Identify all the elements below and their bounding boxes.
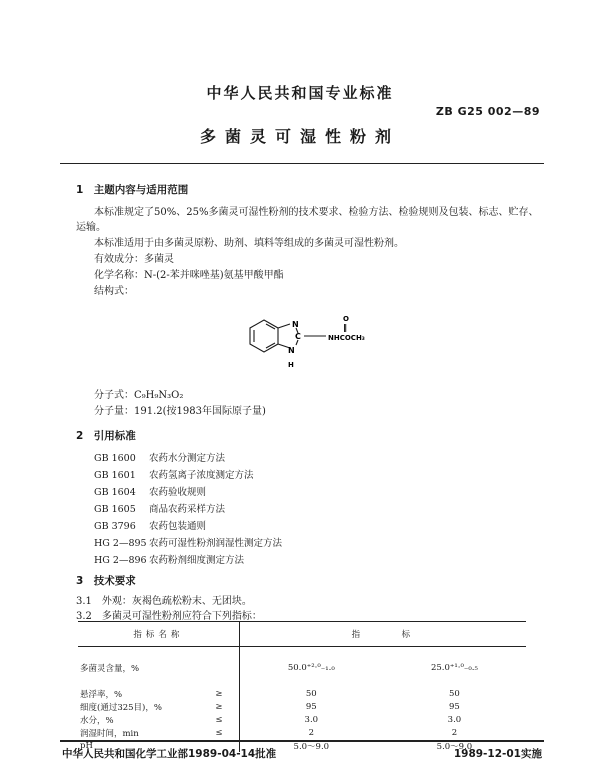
table-row: 水分，% ≤ 3.0 3.0 bbox=[80, 714, 462, 726]
table-row: 悬浮率，% ≥ 50 50 bbox=[80, 688, 460, 700]
reference-item: GB 1605 商品农药采样方法 bbox=[94, 504, 226, 515]
h-label: H bbox=[288, 361, 294, 369]
specification-table bbox=[78, 621, 526, 752]
approval-text: 中华人民共和国化学工业部1989-04-14批准 bbox=[62, 748, 277, 760]
header-rule bbox=[60, 163, 544, 164]
reference-item: GB 3796 农药包装通则 bbox=[94, 521, 207, 532]
reference-item: GB 1601 农药氢离子浓度测定方法 bbox=[94, 470, 254, 481]
molecular-formula: 分子式：C₉H₉N₃O₂ bbox=[94, 390, 184, 401]
table-spacer-row bbox=[78, 679, 526, 687]
header-indicator-name: 指标名称 bbox=[78, 622, 239, 647]
reference-item: HG 2—895 农药可湿性粉剂润湿性测定方法 bbox=[94, 538, 283, 549]
structure-label: 结构式： bbox=[94, 286, 134, 297]
active-ingredient: 有效成分：多菌灵 bbox=[94, 254, 174, 265]
table-row: 润湿时间，min ≤ 2 2 bbox=[80, 727, 458, 739]
reference-item: HG 2—896 农药粉剂细度测定方法 bbox=[94, 555, 245, 566]
o-label: O bbox=[343, 315, 349, 323]
section-2-heading: 2 引用标准 bbox=[76, 430, 136, 442]
document-title: 多菌灵可湿性粉剂 bbox=[199, 127, 400, 146]
table-header-row bbox=[78, 622, 526, 647]
footer-rule bbox=[60, 740, 544, 742]
n-bottom-label: N bbox=[288, 346, 295, 355]
side-chain-label: NHCOCH₃ bbox=[328, 334, 365, 342]
section-3-item-1: 3.1 外观：灰褐色疏松粉末、无团块。 bbox=[76, 596, 252, 607]
reference-standards-list bbox=[94, 450, 494, 566]
implementation-date: 1989-12-01实施 bbox=[453, 748, 542, 760]
header-indicator-value: 指 标 bbox=[239, 622, 526, 647]
standard-code: ZB G25 002—89 bbox=[435, 105, 540, 118]
section-1-para-2: 本标准适用于由多菌灵原粉、助剂、填料等组成的多菌灵可湿性粉剂。 bbox=[94, 238, 404, 249]
n-top-label: N bbox=[292, 320, 299, 329]
reference-item: GB 1604 农药验收规则 bbox=[94, 487, 207, 498]
table-row: pH 5.0～9.0 5.0～9.0 bbox=[80, 740, 473, 752]
reference-item: GB 1600 农药水分测定方法 bbox=[94, 453, 226, 464]
section-3-heading: 3 技术要求 bbox=[76, 575, 136, 587]
structural-formula bbox=[240, 312, 380, 374]
section-3-item-2: 3.2 多菌灵可湿性粉剂应符合下列指标： bbox=[76, 611, 262, 622]
table-row: 多菌灵含量，% 50.0⁺²·⁰₋₁.₀ 25.0⁺¹·⁰₋₀.₅ bbox=[78, 647, 526, 680]
section-1-heading: 1 主题内容与适用范围 bbox=[76, 184, 189, 196]
c2-label: C bbox=[295, 332, 301, 341]
standard-title: 中华人民共和国专业标准 bbox=[206, 84, 394, 102]
section-1-para-1: 本标准规定了50%、25%多菌灵可湿性粉剂的技术要求、检验方法、检验规则及包装、标志、贮存、运输。 bbox=[76, 207, 539, 233]
molecular-weight: 分子量：191.2(按1983年国际原子量) bbox=[94, 406, 266, 417]
table-row: 细度(通过325目)，% ≥ 95 95 bbox=[80, 701, 460, 713]
chemical-name: 化学名称：N-(2-苯并咪唑基)氨基甲酸甲酯 bbox=[94, 270, 284, 281]
double-bond-mark: ‖ bbox=[343, 323, 347, 332]
